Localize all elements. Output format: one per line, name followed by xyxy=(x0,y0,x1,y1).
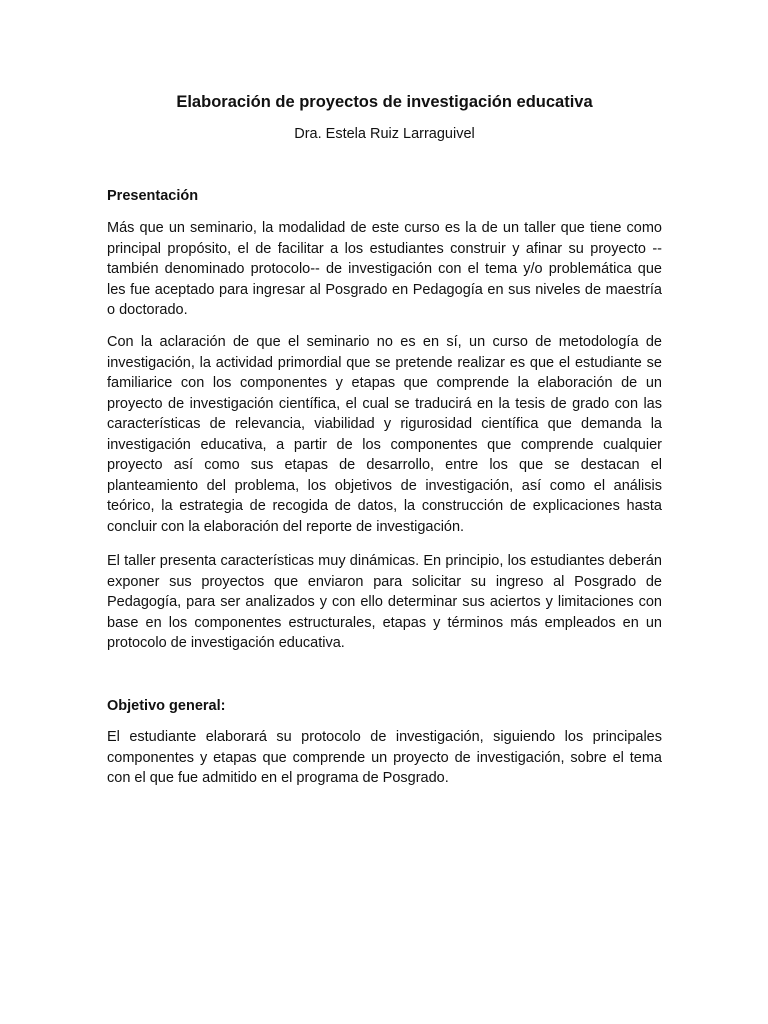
paragraph: El taller presenta características muy dinámicas. En principio, los estudiantes deberán exponer sus proyectos que enviaron para solicitar su ingreso al Posgrado de Pedagogía, para ser analizados y con ello determinar sus aciertos y limitaciones con base en los componentes estructurales, etapas y términos más empleados en un protocolo de investigación educativa. xyxy=(107,553,662,651)
paragraph: Más que un seminario, la modalidad de este curso es la de un taller que tiene como principal propósito, el de facilitar a los estudiantes construir y afinar su proyecto -- también denominado protocolo-- de investigación con el tema y/o problemática que les fue aceptado para ingresar al Posgrado en Pedagogía en sus niveles de maestría o doctorado. xyxy=(107,220,662,318)
section-heading-presentacion: Presentación xyxy=(107,188,199,204)
document-author: Dra. Estela Ruiz Larraguivel xyxy=(294,126,475,142)
paragraph: El estudiante elaborará su protocolo de investigación, siguiendo los principales componentes y etapas que comprende un proyecto de investigación, sobre el tema con el que fue admitido en el programa de Posgrado. xyxy=(107,729,662,786)
document-title: Elaboración de proyectos de investigación educativa xyxy=(176,93,593,111)
paragraph: Con la aclaración de que el seminario no es en sí, un curso de metodología de investigación, la actividad primordial que se pretende realizar es que el estudiante se familiarice con los componentes y etapas que comprende la elaboración de un proyecto de investigación científica, el cual se traducirá en la tesis de grado con las características de relevancia, viabilidad y rigurosidad científica que demanda la investigación educativa, a partir de los componentes que comprende cualquier proyecto así como sus etapas de desarrollo, entre los que se destacan el planteamiento del problema, los objetivos de investigación, así como el análisis teórico, la estrategia de recogida de datos, la construcción de explicaciones hasta concluir con la elaboración del reporte de investigación. xyxy=(107,334,662,535)
section-heading-objetivo: Objetivo general: xyxy=(107,698,226,714)
